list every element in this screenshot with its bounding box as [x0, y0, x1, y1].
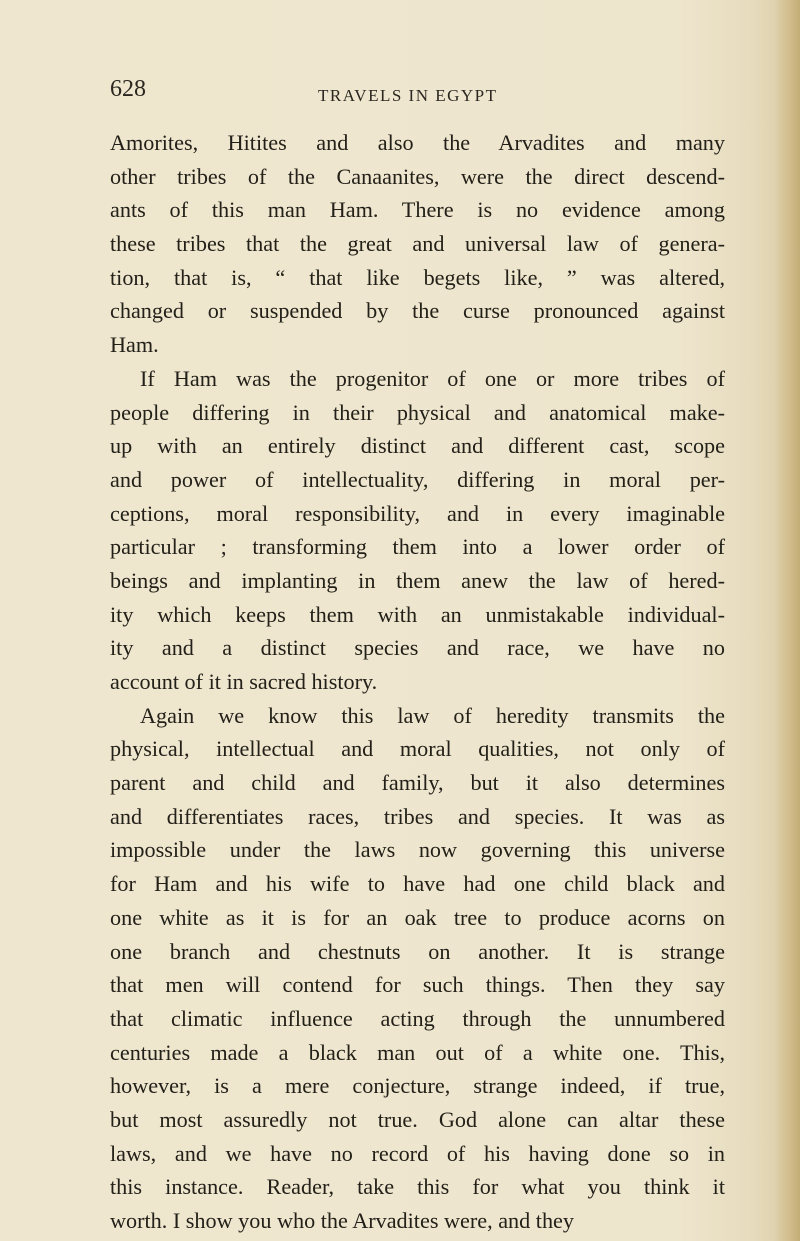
- text-line: this instance. Reader, take this for what you think it: [110, 1174, 725, 1200]
- text-line: ants of this man Ham. There is no evidence among: [110, 197, 725, 223]
- page-number: 628: [110, 76, 146, 102]
- text-line: account of it in sacred history.: [110, 669, 378, 694]
- text-line: people differing in their physical and anatomical make-: [110, 399, 725, 425]
- text-line: these tribes that the great and universal law of genera-: [110, 231, 725, 257]
- text-line: Amorites, Hitites and also the Arvadites and many: [110, 130, 725, 155]
- text-line: centuries made a black man out of a white one. This,: [110, 1039, 725, 1065]
- page-edge-stain: [774, 0, 800, 1241]
- text-line: tion, that is, “ that like begets like, ” was altered,: [110, 264, 725, 290]
- text-line: however, is a mere conjecture, strange indeed, if true,: [110, 1073, 725, 1099]
- text-line: and power of intellectuality, differing in moral per-: [110, 466, 725, 492]
- text-line: beings and implanting in them anew the law of hered-: [110, 567, 725, 593]
- text-line: ceptions, moral responsibility, and in every imaginable: [110, 500, 725, 526]
- text-line: worth. I show you who the Arvadites were, and they: [110, 1208, 574, 1233]
- text-line: but most assuredly not true. God alone can altar these: [110, 1106, 725, 1132]
- text-line: that climatic influence acting through the unnumbered: [110, 1005, 725, 1031]
- text-line: If Ham was the progenitor of one or more tribes of: [140, 365, 725, 391]
- text-line: one white as it is for an oak tree to produce acorns on: [110, 904, 725, 930]
- text-line: laws, and we have no record of his having done so in: [110, 1140, 725, 1166]
- text-line: for Ham and his wife to have had one child black and: [110, 871, 725, 897]
- body-text: [110, 126, 725, 1238]
- text-line: Again we know this law of heredity transmits the: [140, 702, 725, 728]
- text-line: changed or suspended by the curse pronounced against: [110, 298, 725, 324]
- text-line: ity and a distinct species and race, we have no: [110, 635, 725, 661]
- text-line: other tribes of the Canaanites, were the direct descend-: [110, 163, 725, 189]
- page-header: [110, 76, 760, 106]
- text-line: parent and child and family, but it also determines: [110, 770, 725, 796]
- text-line: and differentiates races, tribes and species. It was as: [110, 803, 725, 829]
- text-line: physical, intellectual and moral qualities, not only of: [110, 736, 725, 762]
- text-line: ity which keeps them with an unmistakable individual-: [110, 601, 725, 627]
- text-line: one branch and chestnuts on another. It is strange: [110, 938, 725, 964]
- text-line: particular ; transforming them into a lower order of: [110, 534, 725, 560]
- text-line: that men will contend for such things. Then they say: [110, 972, 725, 998]
- running-title: TRAVELS IN EGYPT: [318, 86, 498, 105]
- text-line: Ham.: [110, 332, 159, 358]
- text-line: impossible under the laws now governing this universe: [110, 837, 725, 863]
- text-line: up with an entirely distinct and different cast, scope: [110, 433, 725, 459]
